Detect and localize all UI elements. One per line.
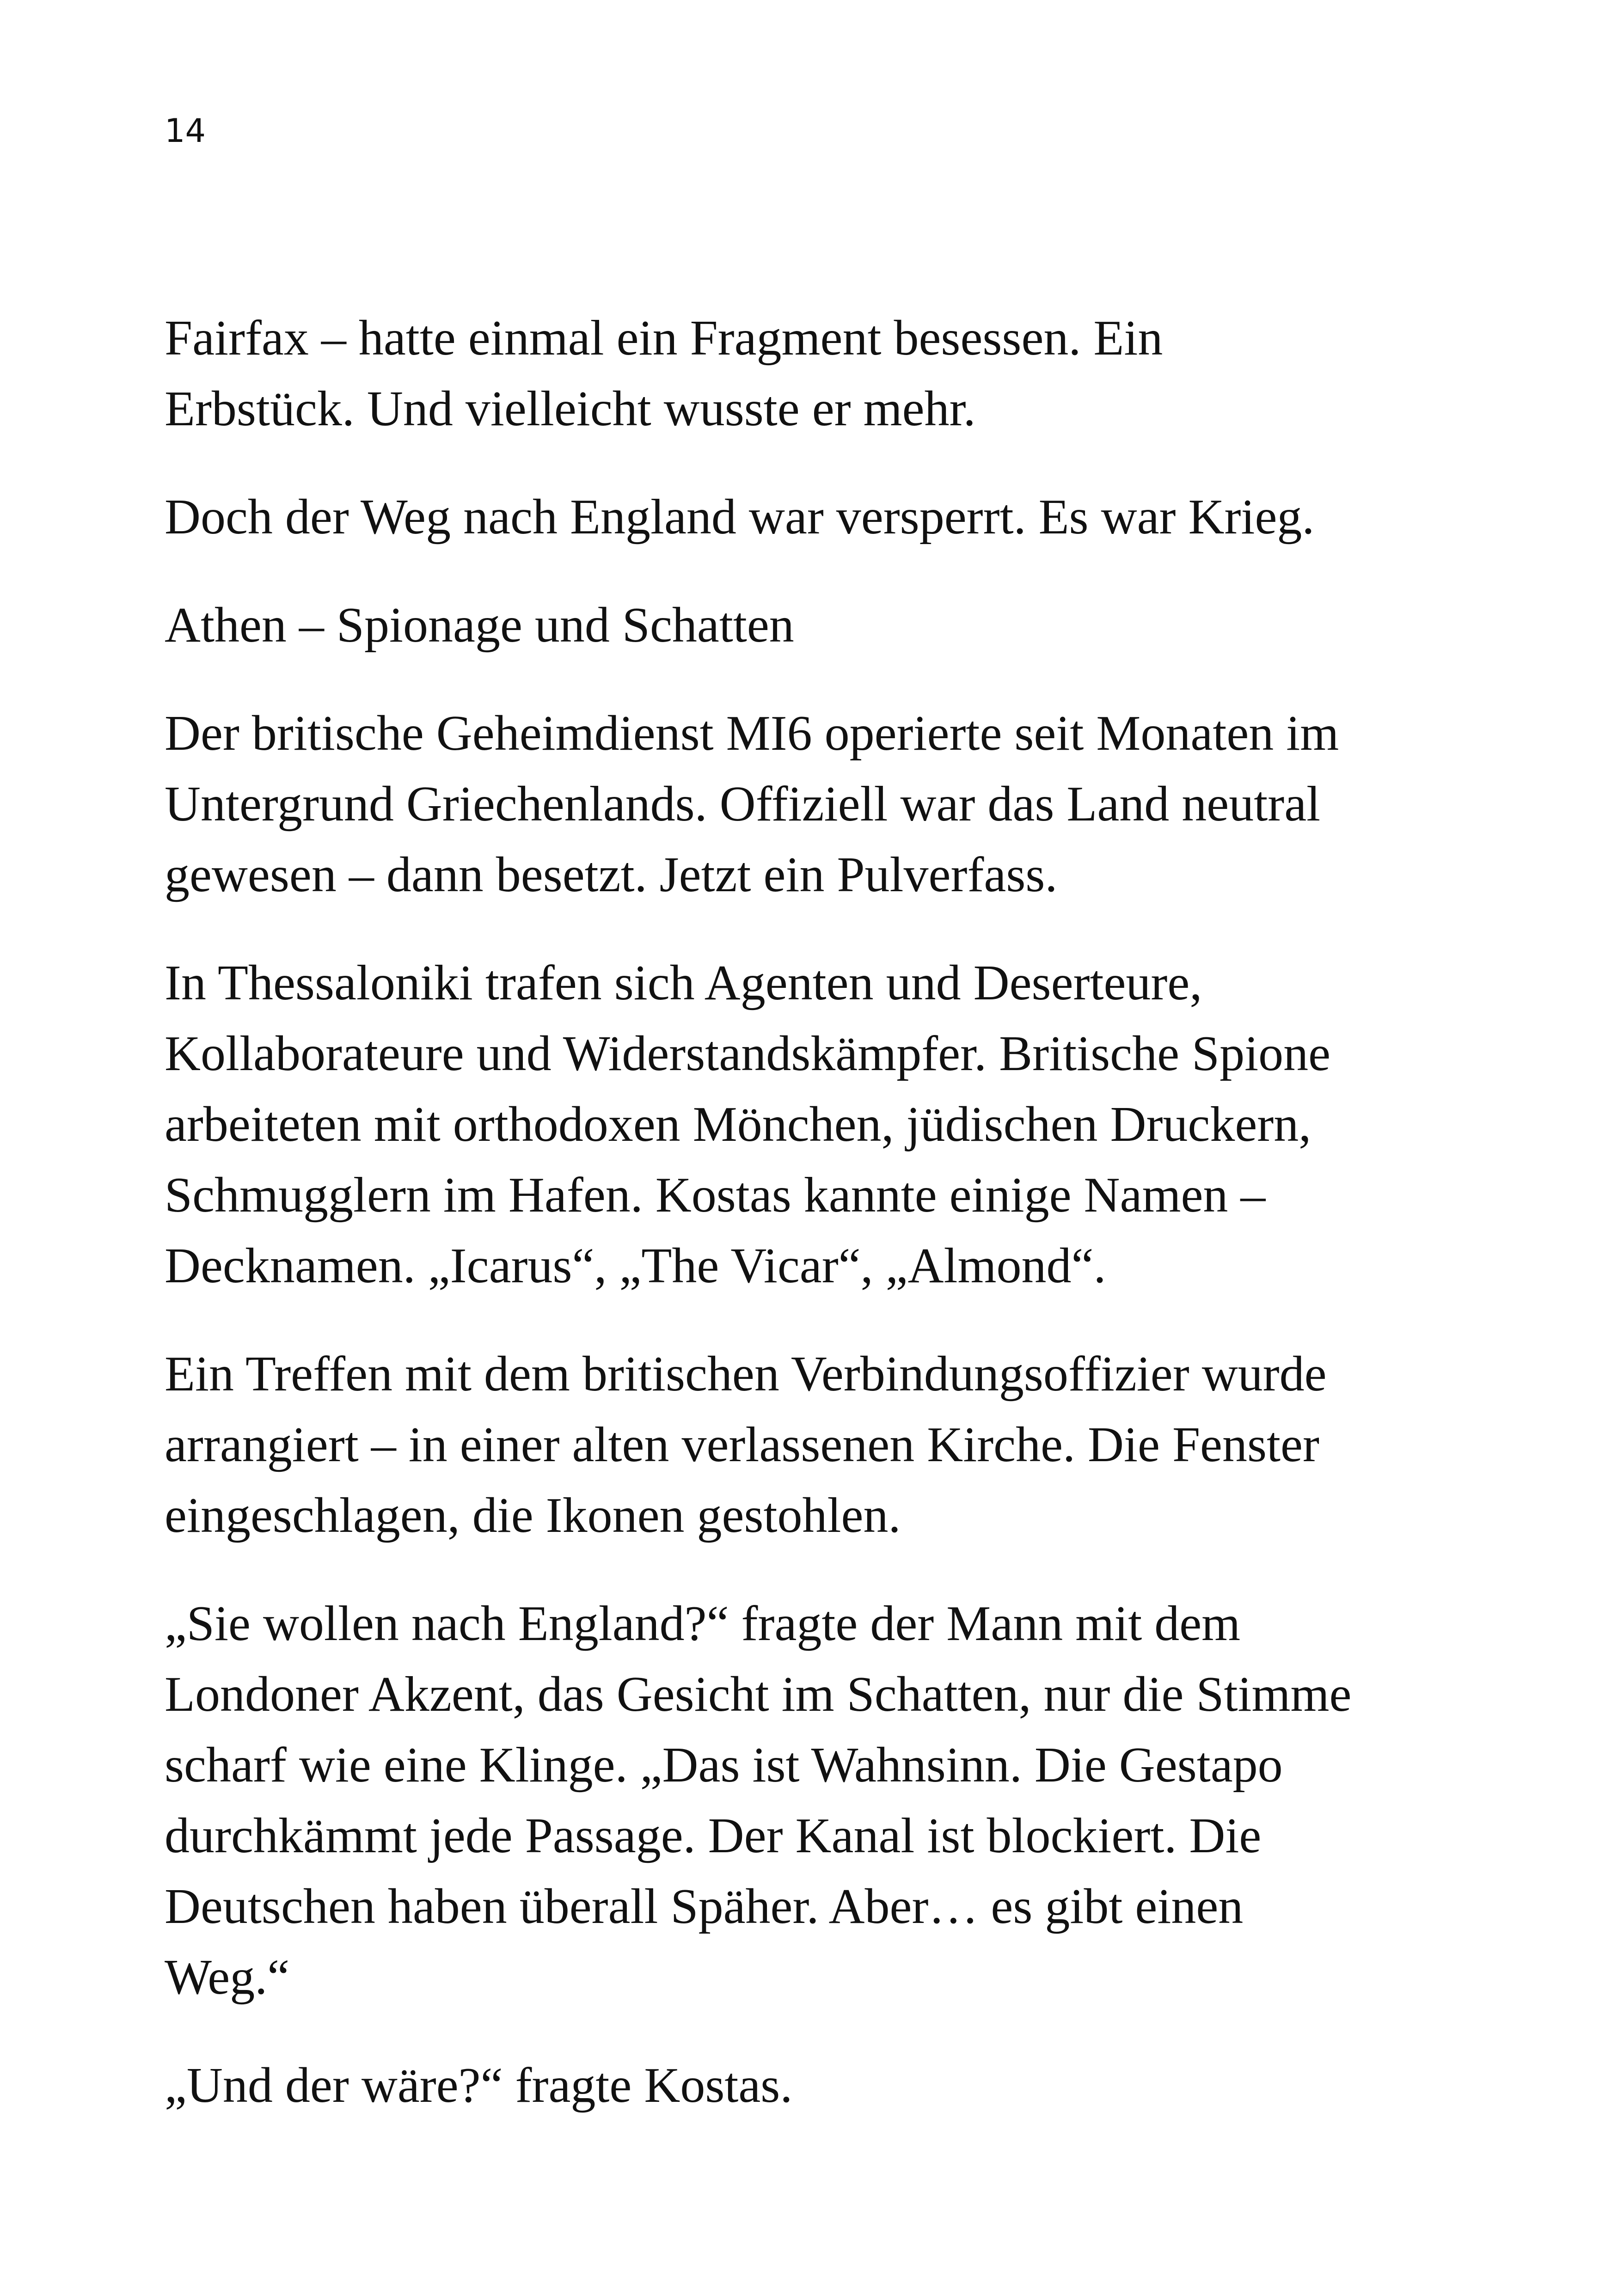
text-line: In Thessaloniki trafen sich Agenten und Deserteure, xyxy=(165,955,1202,1010)
text-line: Untergrund Griechenlands. Offiziell war das Land neutral xyxy=(165,777,1321,832)
paragraph xyxy=(165,698,1482,910)
text-line: Decknamen. „Icarus“, „The Vicar“, „Almond“. xyxy=(165,1238,1106,1293)
text-line: gewesen – dann besetzt. Jetzt ein Pulverfass. xyxy=(165,847,1058,902)
text-line: Fairfax – hatte einmal ein Fragment besessen. Ein xyxy=(165,311,1163,366)
text-line: scharf wie eine Klinge. „Das ist Wahnsinn. Die Gestapo xyxy=(165,1738,1283,1793)
text-line: eingeschlagen, die Ikonen gestohlen. xyxy=(165,1488,901,1543)
text-line: Athen – Spionage und Schatten xyxy=(165,598,794,653)
paragraph xyxy=(165,948,1482,1301)
text-line: Deutschen haben überall Späher. Aber… es gibt einen xyxy=(165,1879,1244,1934)
text-line: Londoner Akzent, das Gesicht im Schatten, nur die Stimme xyxy=(165,1667,1352,1722)
text-line: „Sie wollen nach England?“ fragte der Mann mit dem xyxy=(165,1596,1241,1651)
paragraph xyxy=(165,482,1482,552)
paragraph xyxy=(165,2050,1482,2121)
text-line: arbeiteten mit orthodoxen Mönchen, jüdischen Druckern, xyxy=(165,1097,1312,1152)
section-heading xyxy=(165,590,1482,661)
page-number: 14 xyxy=(165,112,206,150)
text-line: Kollaborateure und Widerstandskämpfer. Britische Spione xyxy=(165,1026,1331,1081)
text-line: Der britische Geheimdienst MI6 operierte seit Monaten im xyxy=(165,706,1339,761)
text-line: „Und der wäre?“ fragte Kostas. xyxy=(165,2058,793,2113)
text-line: arrangiert – in einer alten verlassenen Kirche. Die Fenster xyxy=(165,1417,1319,1472)
text-line: Doch der Weg nach England war versperrt. Es war Krieg. xyxy=(165,490,1315,545)
paragraph xyxy=(165,1588,1482,2013)
paragraph xyxy=(165,1339,1482,1551)
paragraph xyxy=(165,303,1482,444)
text-line: Erbstück. Und vielleicht wusste er mehr. xyxy=(165,381,976,436)
body-text xyxy=(165,303,1482,2158)
text-line: Ein Treffen mit dem britischen Verbindungsoffizier wurde xyxy=(165,1347,1327,1402)
text-line: Schmugglern im Hafen. Kostas kannte einige Namen – xyxy=(165,1168,1266,1223)
text-line: durchkämmt jede Passage. Der Kanal ist blockiert. Die xyxy=(165,1808,1262,1863)
text-line: Weg.“ xyxy=(165,1950,290,2005)
